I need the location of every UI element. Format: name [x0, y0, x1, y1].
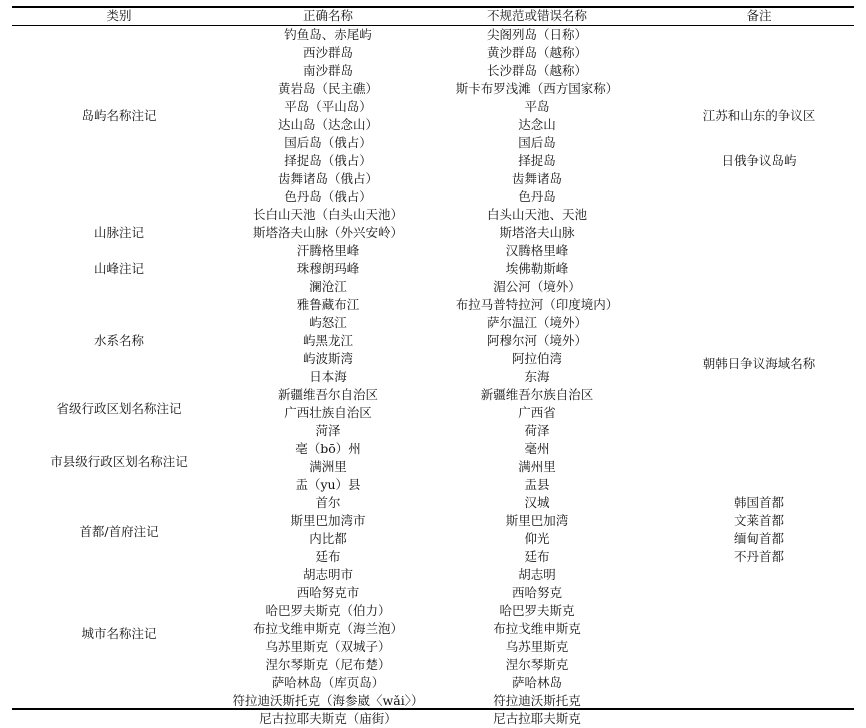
incorrect-name-cell: 达念山: [518, 117, 556, 132]
correct-name-cell: 亳（bō）州: [295, 441, 361, 456]
incorrect-name-cell: 湄公河（境外）: [493, 279, 581, 294]
incorrect-name-cell: 广西省: [518, 405, 556, 420]
correct-name-cell: 哈巴罗夫斯克（伯力）: [265, 603, 391, 618]
incorrect-name-cell: 布拉戈维申斯克: [493, 621, 581, 636]
incorrect-name-cell: 涅尔琴斯克: [505, 657, 569, 672]
incorrect-name-cell: 哈巴罗夫斯克: [499, 603, 575, 618]
terms-table: [12, 6, 854, 726]
category-cell: 城市名称注记: [81, 626, 157, 642]
category-cell: 山脉注记: [93, 225, 145, 240]
category-cell: 首都/首府注记: [79, 523, 159, 539]
incorrect-name-cell: 尼古拉耶夫斯克: [493, 711, 581, 726]
incorrect-name-cell: 胡志明: [518, 567, 556, 582]
correct-name-cell: 广西壮族自治区: [284, 405, 372, 420]
correct-name-cell: 萨哈林岛（库页岛）: [271, 675, 385, 690]
incorrect-name-cell: 色丹岛: [518, 189, 556, 204]
correct-name-cell: 齿舞诸岛（俄占）: [277, 171, 379, 186]
correct-name-cell: 满洲里: [309, 459, 347, 474]
correct-name-cell: 珠穆朗玛峰: [296, 261, 360, 276]
note-cell: 韩国首都: [733, 495, 785, 510]
correct-name-cell: 首尔: [315, 495, 341, 510]
note-cell: 日俄争议岛屿: [721, 153, 797, 168]
header-correct-name: 正确名称: [302, 8, 354, 23]
incorrect-name-cell: 斯里巴加湾: [505, 513, 569, 528]
correct-name-cell: 黄岩岛（民主礁）: [277, 81, 379, 96]
correct-name-cell: 南沙群岛: [302, 63, 354, 78]
incorrect-name-cell: 荷泽: [524, 423, 550, 438]
correct-name-cell: 新疆维吾尔自治区: [277, 387, 379, 402]
correct-name-cell: 平岛（平山岛）: [284, 99, 372, 114]
correct-name-cell: 色丹岛（俄占）: [284, 189, 372, 204]
incorrect-name-cell: 斯卡布罗浅滩（西方国家称）: [455, 81, 619, 96]
correct-name-cell: 屿怒江: [309, 315, 347, 330]
note-cell: 缅甸首都: [733, 531, 785, 546]
note-cell: 不丹首都: [733, 549, 785, 564]
correct-name-cell: 斯塔洛夫山脉（外兴安岭）: [252, 225, 404, 240]
category-cell: 省级行政区划名称注记: [56, 401, 182, 417]
category-cell: 岛屿名称注记: [81, 108, 157, 123]
incorrect-name-cell: 汉城: [524, 495, 550, 510]
note-cell: 江苏和山东的争议区: [702, 108, 816, 123]
incorrect-name-cell: 盂县: [524, 477, 550, 492]
incorrect-name-cell: 阿穆尔河（境外）: [486, 333, 588, 348]
header-rule: [12, 25, 854, 26]
note-cell: 文莱首都: [733, 513, 785, 528]
incorrect-name-cell: 尖阁列岛（日称）: [486, 27, 588, 42]
incorrect-name-cell: 萨哈林岛: [511, 675, 563, 690]
incorrect-name-cell: 斯塔洛夫山脉: [499, 225, 575, 240]
incorrect-name-cell: 满州里: [518, 459, 556, 474]
category-cell: 水系名称: [93, 333, 145, 348]
incorrect-name-cell: 东海: [524, 369, 550, 384]
correct-name-cell: 西哈努克市: [296, 585, 360, 600]
correct-name-cell: 盂（yu）县: [295, 477, 361, 492]
incorrect-name-cell: 阿拉伯湾: [511, 351, 563, 366]
incorrect-name-cell: 毫州: [524, 441, 550, 456]
correct-name-cell: 汗腾格里峰: [296, 243, 360, 258]
correct-name-cell: 布拉戈维申斯克（海兰泡）: [252, 621, 404, 636]
incorrect-name-cell: 埃佛勒斯峰: [505, 261, 569, 276]
incorrect-name-cell: 白头山天池、天池: [486, 207, 588, 222]
incorrect-name-cell: 长沙群岛（越称）: [486, 63, 588, 78]
correct-name-cell: 国后岛（俄占）: [284, 135, 372, 150]
correct-name-cell: 屿黑龙江: [302, 333, 354, 348]
incorrect-name-cell: 择捉岛: [518, 153, 556, 168]
correct-name-cell: 雅鲁藏布江: [296, 297, 360, 312]
correct-name-cell: 钓鱼岛、赤尾屿: [284, 27, 372, 42]
top-rule: [12, 6, 854, 8]
incorrect-name-cell: 汉腾格里峰: [505, 243, 569, 258]
correct-name-cell: 斯里巴加湾市: [290, 513, 366, 528]
bottom-rule: [12, 708, 854, 710]
correct-name-cell: 乌苏里斯克（双城子）: [265, 639, 391, 654]
correct-name-cell: 日本海: [309, 369, 347, 384]
correct-name-cell: 内比都: [309, 531, 347, 546]
header-note: 备注: [746, 8, 772, 23]
incorrect-name-cell: 廷布: [524, 549, 550, 564]
category-cell: 市县级行政区划名称注记: [50, 453, 188, 469]
correct-name-cell: 屿波斯湾: [302, 351, 354, 366]
correct-name-cell: 涅尔琴斯克（尼布楚）: [265, 657, 391, 672]
correct-name-cell: 尼古拉耶夫斯克（庙街）: [259, 711, 397, 726]
correct-name-cell: 符拉迪沃斯托克（海参崴〈wǎi〉）: [232, 693, 424, 708]
incorrect-name-cell: 新疆维吾尔族自治区: [480, 387, 594, 402]
incorrect-name-cell: 国后岛: [518, 135, 556, 150]
correct-name-cell: 达山岛（达念山）: [277, 117, 379, 132]
correct-name-cell: 长白山天池（白头山天池）: [252, 207, 404, 222]
correct-name-cell: 择捉岛（俄占）: [284, 153, 372, 168]
correct-name-cell: 西沙群岛: [302, 45, 354, 60]
incorrect-name-cell: 西哈努克: [511, 585, 563, 600]
incorrect-name-cell: 萨尔温江（境外）: [486, 315, 588, 330]
incorrect-name-cell: 平岛: [524, 99, 550, 114]
note-cell: 朝韩日争议海域名称: [702, 356, 816, 372]
category-cell: 山峰注记: [93, 261, 145, 276]
correct-name-cell: 胡志明市: [302, 567, 354, 582]
incorrect-name-cell: 布拉马普特拉河（印度境内）: [455, 297, 619, 312]
incorrect-name-cell: 符拉迪沃斯托克: [493, 693, 581, 708]
header-category: 类别: [106, 8, 132, 23]
correct-name-cell: 廷布: [315, 549, 341, 564]
header-incorrect-name: 不规范或错误名称: [486, 8, 588, 23]
incorrect-name-cell: 齿舞诸岛: [511, 171, 563, 186]
incorrect-name-cell: 黄沙群岛（越称）: [486, 45, 588, 60]
correct-name-cell: 澜沧江: [309, 279, 347, 294]
incorrect-name-cell: 乌苏里斯克: [505, 639, 569, 654]
incorrect-name-cell: 仰光: [524, 531, 550, 546]
correct-name-cell: 菏泽: [315, 423, 341, 438]
